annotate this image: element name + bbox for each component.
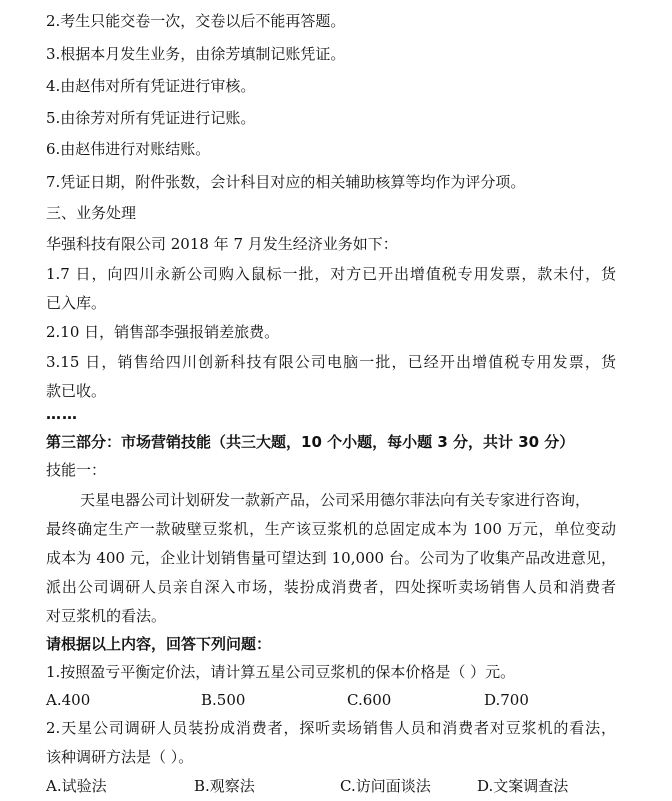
q2-option-b: B.观察法 bbox=[194, 777, 255, 795]
q1-option-c: C.600 bbox=[347, 691, 392, 709]
skill-label: 技能一： bbox=[46, 461, 107, 479]
part3-title: 第三部分：市场营销技能（共三大题，10 个小题，每小题 3 分，共计 30 分） bbox=[46, 433, 575, 451]
case-line-5: 对豆浆机的看法。 bbox=[46, 607, 167, 625]
section3-intro: 华强科技有限公司 2018 年 7 月发生经济业务如下： bbox=[46, 235, 398, 253]
case-line-1: 天星电器公司计划研发一款新产品，公司采用德尔菲法向有关专家进行咨询， bbox=[80, 491, 591, 509]
exam-rule-3: 3.根据本月发生业务，由徐芳填制记账凭证。 bbox=[46, 45, 346, 63]
case-line-2: 最终确定生产一款破壁豆浆机，生产该豆浆机的总固定成本为 100 万元，单位变动 bbox=[46, 520, 616, 538]
exam-rule-4: 4.由赵伟对所有凭证进行审核。 bbox=[46, 77, 256, 95]
business-item-3-line1: 3.15 日，销售给四川创新科技有限公司电脑一批，已经开出增值税专用发票，货 bbox=[46, 353, 616, 371]
business-item-3-line2: 款已收。 bbox=[46, 382, 107, 400]
q1-option-d: D.700 bbox=[484, 691, 529, 709]
exam-rule-6: 6.由赵伟进行对账结账。 bbox=[46, 140, 211, 158]
q2-option-c: C.访问面谈法 bbox=[340, 777, 431, 795]
q2-option-d: D.文案调查法 bbox=[477, 777, 569, 795]
exam-rule-5: 5.由徐芳对所有凭证进行记账。 bbox=[46, 109, 256, 127]
business-item-2: 2.10 日，销售部李强报销差旅费。 bbox=[46, 323, 280, 341]
case-line-4: 派出公司调研人员亲自深入市场，装扮成消费者，四处探听卖场销售人员和消费者 bbox=[46, 578, 616, 596]
exam-rule-2: 2.考生只能交卷一次，交卷以后不能再答题。 bbox=[46, 12, 346, 30]
question-1-stem: 1.按照盈亏平衡定价法，请计算五星公司豆浆机的保本价格是（ ）元。 bbox=[46, 663, 516, 681]
business-item-1-line1: 1.7 日，向四川永新公司购入鼠标一批，对方已开出增值税专用发票，款未付，货 bbox=[46, 265, 616, 283]
q2-option-a: A.试验法 bbox=[46, 777, 107, 795]
q1-option-b: B.500 bbox=[201, 691, 246, 709]
question-2-stem-line2: 该种调研方法是（ ）。 bbox=[46, 748, 194, 766]
question-instruction: 请根据以上内容，回答下列问题： bbox=[46, 635, 272, 653]
ellipsis: …… bbox=[46, 405, 78, 423]
case-line-3: 成本为 400 元，企业计划销售量可望达到 10,000 台。公司为了收集产品改进意见， bbox=[46, 549, 616, 567]
q1-option-a: A.400 bbox=[46, 691, 91, 709]
exam-rule-7: 7.凭证日期，附件张数，会计科目对应的相关辅助核算等均作为评分项。 bbox=[46, 173, 526, 191]
section3-heading: 三、业务处理 bbox=[46, 204, 137, 222]
business-item-1-line2: 已入库。 bbox=[46, 294, 107, 312]
question-2-stem-line1: 2.天星公司调研人员装扮成消费者，探听卖场销售人员和消费者对豆浆机的看法， bbox=[46, 719, 616, 737]
